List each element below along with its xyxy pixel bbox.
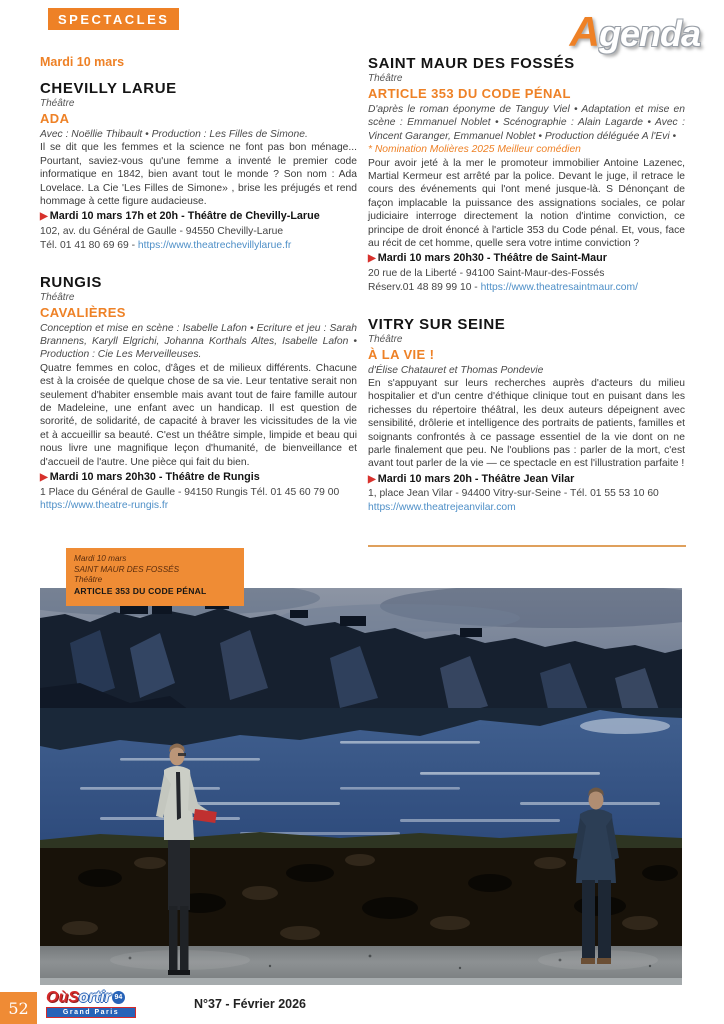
event-schedule-text: Mardi 10 mars 20h - Théâtre Jean Vilar	[377, 472, 575, 485]
event-schedule	[40, 471, 357, 485]
photo-caption-box	[66, 548, 244, 606]
event-credits: d'Élise Chatauret et Thomas Pondevie	[368, 364, 544, 376]
caption-city: SAINT MAUR DES FOSSÉS	[74, 564, 180, 574]
event-schedule	[368, 252, 685, 266]
event-vitry	[368, 316, 685, 515]
play-arrow-icon: ▶	[40, 472, 48, 483]
event-website-link[interactable]: https://www.theatrechevillylarue.fr	[137, 239, 292, 251]
event-genre: Théâtre	[368, 333, 403, 345]
agenda-logo-first-letter: A	[569, 8, 599, 55]
play-arrow-icon: ▶	[368, 473, 376, 485]
event-schedule-text: Mardi 10 mars 20h30 - Théâtre de Saint-Maur	[377, 252, 607, 265]
event-title: ARTICLE 353 DU CODE PÉNAL	[368, 86, 571, 101]
right-column	[368, 55, 685, 536]
event-city: SAINT MAUR DES FOSSÉS	[368, 55, 575, 72]
event-description: En s'appuyant sur leurs recherches auprès d'acteurs du milieu hospitalier et d'un centre d'éthique clinique tout en puisant dans les richesses du répertoire théâtral, les deux auteurs dépeignent avec sensibilité, drôlerie et intelligence des portraits de patients, familles et soignants confrontés à ce passage essentiel de la vie dont on ne parle finalement que peu. Ne l'oublions pas : parler de la mort, c'est avant tout parler de la vie — ce spectacle en est l'illustration parfaite !	[368, 377, 685, 470]
event-city: VITRY SUR SEINE	[368, 315, 506, 333]
event-address: 1 Place du Général de Gaulle - 94150 Rungis Tél. 01 45 60 79 00	[40, 486, 340, 498]
event-website-link[interactable]: https://www.theatresaintmaur.com/	[480, 281, 638, 293]
event-chevilly-larue	[40, 80, 357, 253]
caption-genre: Théâtre	[74, 575, 103, 584]
issue-label: N°37 - Février 2026	[193, 997, 306, 1011]
event-credits: Conception et mise en scène : Isabelle Lafon • Ecriture et jeu : Sarah Brannens, Karyll Elgrichi, Johanna Korthals Altes, Isabelle Lafon • Production : Cie Les Merveilleuses.	[40, 322, 357, 361]
agenda-logo	[569, 8, 700, 55]
event-website-link[interactable]: https://www.theatre-rungis.fr	[40, 500, 169, 512]
event-contact	[40, 499, 357, 513]
event-schedule-text: Mardi 10 mars 20h30 - Théâtre de Rungis	[49, 471, 260, 483]
logo-94-badge: 94	[112, 991, 125, 1004]
event-schedule-text: Mardi 10 mars 17h et 20h - Théâtre de Chevilly-Larue	[49, 210, 320, 223]
agenda-logo-rest: genda	[598, 13, 700, 54]
magazine-logo	[46, 990, 146, 1018]
event-award-note: * Nomination Molières 2025 Meilleur comédien	[368, 144, 581, 156]
event-schedule	[368, 473, 685, 487]
date-header: Mardi 10 mars	[40, 55, 125, 69]
event-website-link[interactable]: https://www.theatrejeanvilar.com	[368, 502, 516, 514]
caption-title: ARTICLE 353 DU CODE PÉNAL	[74, 585, 207, 596]
event-genre: Théâtre	[40, 291, 75, 303]
event-description: Quatre femmes en coloc, d'âges et de milieux différents. Chacune est à la croisée de quelque chose de sa vie. Leur tentative serait non seulement d'habiter ensemble mais avant tout de faire famille autour de Madeleine, une enfant avec un handicap. Il est question de sororité, de solidarité, de capacité à braver les vicissitudes de la vie et à accueillir sa beauté. C'est un théâtre simple, limpide et beau qui nous livre une magnifique leçon d'humanité, de bienveillance et d'accueil de l'autre. Une pièce qui fait du bien.	[40, 362, 357, 468]
event-title: À LA VIE !	[368, 346, 435, 362]
play-arrow-icon: ▶	[40, 211, 48, 223]
event-credits: D'après le roman éponyme de Tanguy Viel • Adaptation et mise en scène : Emmanuel Noblet • Scénographie : Alain Lagarde • Avec : Vincent Garanger, Emmanuel Noblet • Production déléguée A l'Evi •	[368, 104, 685, 142]
production-photo	[40, 585, 682, 985]
logo-banner: Grand Paris	[46, 1007, 136, 1018]
seaside-stage-photo	[40, 585, 682, 985]
event-address: 1, place Jean Vilar - 94400 Vitry-sur-Seine - Tél. 01 55 53 10 60	[368, 488, 659, 500]
logo-text-red: OùS	[46, 989, 79, 1006]
event-schedule	[40, 210, 357, 224]
event-description: Il se dit que les femmes et la science ne font pas bon ménage... Pourtant, saviez-vous qu'une femme a inventé le premier code informatique en 1842, bien avant tout le monde ? Son nom : Ada Lovelace. La Cie 'Les Filles de Simone» , brise les préjugés et rend hommage à cette figure audacieuse.	[40, 142, 357, 208]
event-contact	[368, 281, 685, 295]
event-genre: Théâtre	[368, 73, 403, 84]
event-phone: Tél. 01 41 80 69 69 -	[40, 239, 138, 251]
event-contact	[368, 501, 685, 515]
event-title: CAVALIÈRES	[40, 304, 126, 320]
event-contact	[40, 239, 357, 253]
page-number: 52	[0, 992, 37, 1024]
play-arrow-icon: ▶	[368, 253, 376, 265]
event-rungis	[40, 274, 357, 514]
event-title: ADA	[40, 111, 70, 126]
column-divider-line	[368, 545, 686, 547]
event-phone: Réserv.01 48 89 99 10 -	[368, 281, 481, 293]
left-column	[40, 55, 357, 534]
logo-text-outline: ortir	[78, 989, 111, 1006]
event-saint-maur	[368, 55, 685, 295]
event-city: RUNGIS	[40, 273, 102, 291]
caption-date: Mardi 10 mars	[74, 554, 127, 563]
magazine-logo-wordmark	[46, 990, 146, 1006]
section-badge: SPECTACLES	[48, 8, 179, 30]
event-description: Pour avoir jeté à la mer le promoteur immobilier Antoine Lazenec, Martial Kermeur est arrêté par la police. Devant le juge, il retrace le cours des événements qui l'ont mené jusque-là. S Dénonçant de façon implacable la puissance des assignations sociales, ce polar judiciaire interroge directement la notion d'intime conviction, ce principe de droit énoncé à l'article 353 du Code pénal. Et, vous, face au récit de cet homme, quelle sera votre intime conviction ?	[368, 157, 685, 250]
event-city: CHEVILLY LARUE	[40, 80, 177, 97]
event-address: 20 rue de la Liberté - 94100 Saint-Maur-des-Fossés	[368, 267, 605, 279]
event-credits: Avec : Noëllie Thibault • Production : Les Filles de Simone.	[40, 129, 308, 140]
event-address: 102, av. du Général de Gaulle - 94550 Chevilly-Larue	[40, 225, 284, 237]
event-genre: Théâtre	[40, 98, 75, 109]
